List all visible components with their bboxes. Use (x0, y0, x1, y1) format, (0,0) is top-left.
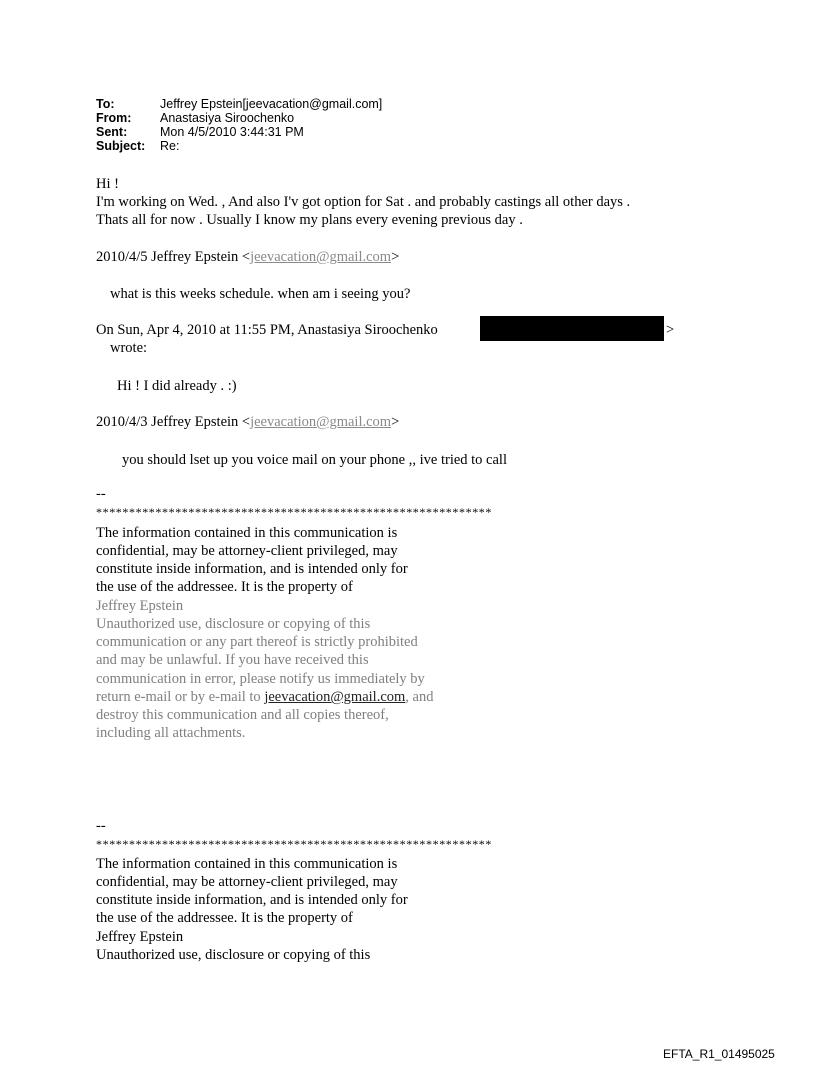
disclaimer-text: return e-mail or by e-mail to (96, 689, 265, 705)
disclaimer-line: the use of the addressee. It is the property of (96, 579, 353, 595)
disclaimer-text: , and (405, 689, 434, 705)
attribution-suffix: > (391, 249, 400, 265)
disclaimer-line: communication or any part thereof is strictly prohibited (96, 634, 418, 650)
quoted-text: what is this weeks schedule. when am i seeing you? (110, 286, 411, 302)
signature-dashes: -- (96, 486, 106, 502)
disclaimer-line: the use of the addressee. It is the property of (96, 910, 353, 926)
subject-label: Subject: (96, 139, 146, 153)
document-id: EFTA_R1_01495025 (663, 1047, 775, 1061)
quoted-text: Hi ! I did already . :) (117, 378, 237, 394)
from-label: From: (96, 111, 132, 125)
quote-attribution (96, 413, 399, 431)
email-link[interactable]: jeevacation@gmail.com (264, 689, 406, 705)
disclaimer-line: The information contained in this communication is (96, 525, 398, 541)
signature-stars: ************************************************************ (96, 505, 492, 519)
to-label: To: (96, 97, 115, 111)
disclaimer-line: constitute inside information, and is intended only for (96, 561, 408, 577)
quote-attribution: On Sun, Apr 4, 2010 at 11:55 PM, Anastasiya Siroochenko (96, 322, 438, 338)
subject-value: Re: (160, 139, 180, 153)
disclaimer-line: Jeffrey Epstein (96, 929, 184, 945)
sent-label: Sent: (96, 125, 128, 139)
attribution-text: 2010/4/5 Jeffrey Epstein < (96, 249, 251, 265)
disclaimer-line: Unauthorized use, disclosure or copying of this (96, 947, 371, 963)
attribution-suffix: > (666, 322, 675, 338)
message-line: Thats all for now . Usually I know my plans every evening previous day . (96, 212, 523, 228)
disclaimer-line: and may be unlawful. If you have received this (96, 652, 369, 668)
disclaimer-line: constitute inside information, and is intended only for (96, 892, 408, 908)
from-value: Anastasiya Siroochenko (160, 111, 295, 125)
email-link[interactable]: jeevacation@gmail.com (250, 414, 392, 430)
email-link[interactable]: jeevacation@gmail.com (250, 249, 392, 265)
attribution-text: 2010/4/3 Jeffrey Epstein < (96, 414, 251, 430)
quote-attribution (96, 248, 399, 266)
quoted-text: you should lset up you voice mail on your phone ,, ive tried to call (122, 452, 507, 468)
attribution-suffix: > (391, 414, 400, 430)
disclaimer-line: Unauthorized use, disclosure or copying of this (96, 616, 371, 632)
disclaimer-line: communication in error, please notify us immediately by (96, 671, 425, 687)
disclaimer-line: destroy this communication and all copies thereof, (96, 707, 389, 723)
disclaimer-line: The information contained in this communication is (96, 856, 398, 872)
disclaimer-line (96, 688, 433, 706)
disclaimer-line: including all attachments. (96, 725, 246, 741)
to-value: Jeffrey Epstein[jeevacation@gmail.com] (160, 97, 383, 111)
signature-dashes: -- (96, 818, 106, 834)
wrote-label: wrote: (110, 340, 148, 356)
redaction-box (480, 316, 664, 341)
disclaimer-line: Jeffrey Epstein (96, 598, 184, 614)
disclaimer-line: confidential, may be attorney-client privileged, may (96, 543, 398, 559)
disclaimer-line: confidential, may be attorney-client privileged, may (96, 874, 398, 890)
message-line: Hi ! (96, 176, 119, 192)
sent-value: Mon 4/5/2010 3:44:31 PM (160, 125, 304, 139)
message-line: I'm working on Wed. , And also I'v got option for Sat . and probably castings all other days . (96, 194, 631, 210)
signature-stars: ************************************************************ (96, 837, 492, 851)
